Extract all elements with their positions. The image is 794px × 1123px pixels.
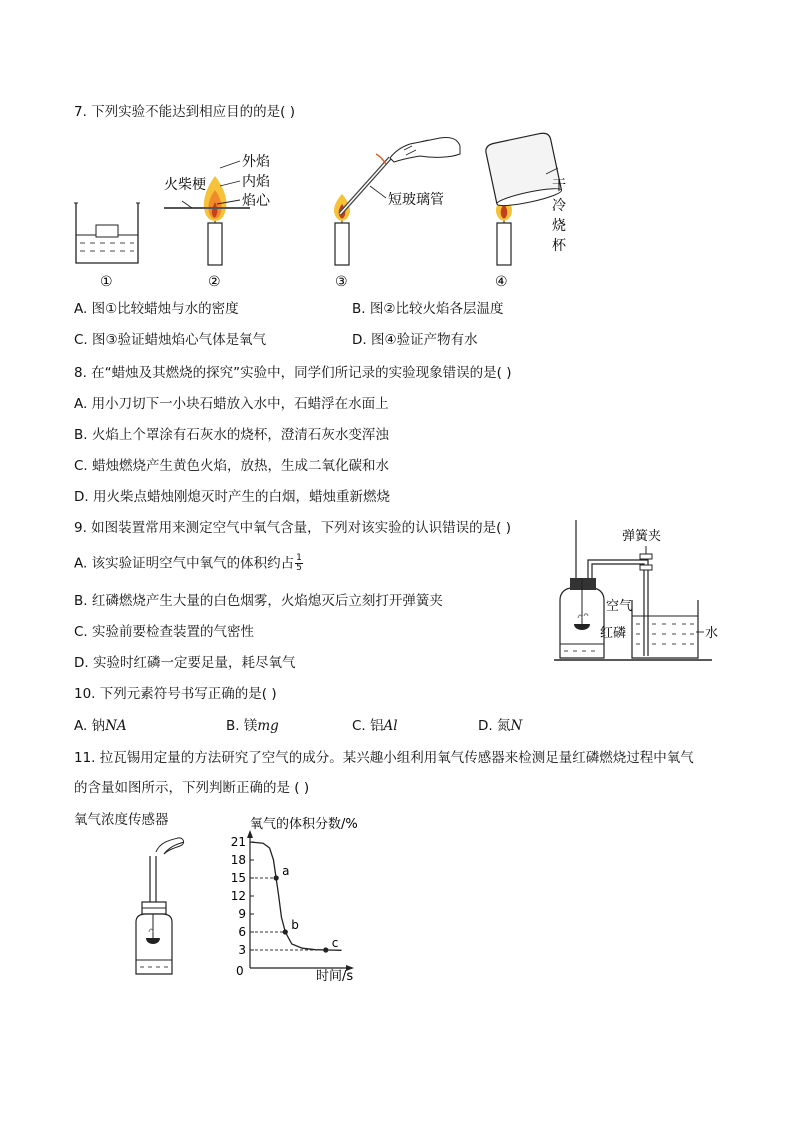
label-outer-flame: 外焰 <box>242 154 270 170</box>
y-tick-label: 21 <box>230 835 246 849</box>
point-label-c: c <box>331 936 339 950</box>
q11-sensor-apparatus <box>120 832 200 982</box>
water-beaker <box>632 600 698 658</box>
label-red-phosphorus: 红磷 <box>600 626 627 641</box>
fraction-one-fifth: $\frac{1}{5}$ <box>296 553 302 573</box>
label-inner-flame: 内焰 <box>242 174 270 190</box>
q11-sensor-label: 氧气浓度传感器 <box>74 812 169 828</box>
q7-option-c: C. 图③验证蜡烛焰心气体是氧气 <box>74 332 267 348</box>
oxygen-fraction-chart <box>220 808 390 988</box>
q8-option-d: D. 用火柴点蜡烛刚熄灭时产生的白烟，蜡烛重新燃烧 <box>74 489 390 505</box>
spring-clamp <box>640 546 652 570</box>
q11-stem-line1: 11. 拉瓦锡用定量的方法研究了空气的成分。某兴趣小组利用氧气传感器来检测足量红磷燃烧过程中氧气 <box>74 750 694 766</box>
q10-stem: 10. 下列元素符号书写正确的是( ) <box>74 686 277 702</box>
label-match: 火柴梗 <box>164 177 206 193</box>
label-clamp: 弹簧夹 <box>622 529 662 544</box>
q8-option-c: C. 蜡烛燃烧产生黄色火焰，放热，生成二氧化碳和水 <box>74 458 390 474</box>
gas-bottle <box>560 578 604 658</box>
q10-option-b: B. 镁mg <box>226 718 279 734</box>
label-dry-3: 烧 <box>552 218 566 234</box>
fig2-number: ② <box>208 274 221 290</box>
fig4-candle-beaker <box>484 132 562 265</box>
chart-points <box>274 864 339 953</box>
label-dry-1: 干 <box>552 178 566 194</box>
y-tick-label: 9 <box>238 907 246 921</box>
q8-stem: 8. 在“蜡烛及其燃烧的探究”实验中，同学们所记录的实验现象错误的是( ) <box>74 365 512 381</box>
oxygen-curve <box>250 842 342 950</box>
label-water: 水 <box>705 626 719 641</box>
y-tick-label: 3 <box>238 943 246 957</box>
chart-origin: 0 <box>236 964 244 978</box>
q8-option-b: B. 火焰上个罩涂有石灰水的烧杯，澄清石灰水变浑浊 <box>74 427 389 443</box>
fig1-number: ① <box>100 274 113 290</box>
chart-xlabel: 时间/s <box>316 969 354 984</box>
q8-option-a: A. 用小刀切下一小块石蜡放入水中，石蜡浮在水面上 <box>74 396 389 412</box>
fig1-beaker-wax <box>74 203 140 263</box>
q7-figure <box>60 128 620 293</box>
q10-option-a: A. 钠NA <box>74 718 127 734</box>
label-short-tube: 短玻璃管 <box>388 192 444 208</box>
chart-guide-lines <box>250 878 326 950</box>
point-b <box>283 929 288 934</box>
q7-option-d: D. 图④验证产物有水 <box>352 332 478 348</box>
q9-apparatus-figure <box>552 518 732 668</box>
y-tick-label: 18 <box>230 853 246 867</box>
fig4-number: ④ <box>495 274 508 290</box>
q10-option-d: D. 氮N <box>478 718 523 734</box>
chart-ylabel: 氧气的体积分数/% <box>250 817 358 832</box>
y-tick-label: 15 <box>230 871 246 885</box>
q9-stem: 9. 如图装置常用来测定空气中氧气含量，下列对该实验的认识错误的是( ) <box>74 520 511 536</box>
q10-option-c: C. 铝Al <box>352 718 398 734</box>
q9-option-a-text: A. 该实验证明空气中氧气的体积约占 <box>74 555 295 572</box>
label-dry-4: 杯 <box>552 238 566 254</box>
label-air: 空气 <box>606 599 633 614</box>
q7-stem: 7. 下列实验不能达到相应目的的是( ) <box>74 104 295 120</box>
fig3-number: ③ <box>335 274 348 290</box>
q9-option-b: B. 红磷燃烧产生大量的白色烟雾，火焰熄灭后立刻打开弹簧夹 <box>74 593 443 609</box>
y-tick-label: 12 <box>230 889 246 903</box>
q7-option-b: B. 图②比较火焰各层温度 <box>352 301 504 317</box>
point-label-b: b <box>291 918 299 932</box>
q9-option-c: C. 实验前要检查装置的气密性 <box>74 624 255 640</box>
q9-option-d: D. 实验时红磷一定要足量，耗尽氧气 <box>74 655 296 671</box>
y-tick-label: 6 <box>238 925 246 939</box>
q7-option-a: A. 图①比较蜡烛与水的密度 <box>74 301 239 317</box>
q11-stem-line2: 的含量如图所示，下列判断正确的是 ( ) <box>74 780 310 796</box>
label-flame-core: 焰心 <box>242 193 270 209</box>
point-label-a: a <box>282 864 290 878</box>
label-dry-2: 冷 <box>552 198 566 214</box>
point-a <box>274 875 279 880</box>
q9-option-a <box>74 554 303 573</box>
point-c <box>323 947 328 952</box>
